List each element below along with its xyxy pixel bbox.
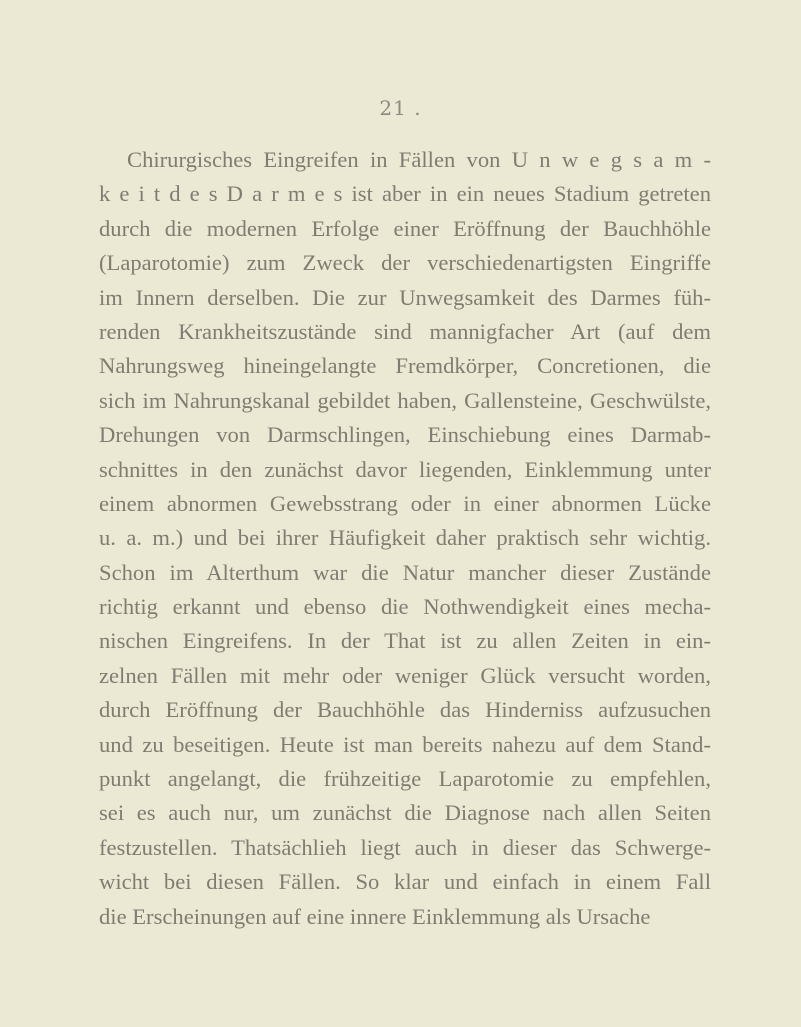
text-line: Chirurgisches Eingreifen in Fällen von U n w e g s a m -	[127, 147, 711, 172]
text-line: zelnen Fällen mit mehr oder weniger Glück versucht worden,	[99, 662, 711, 688]
text-line: die Erscheinungen auf eine innere Einklemmung als Ursache	[99, 903, 651, 929]
text-line: k e i t d e s D a r m e s ist aber in ein neues Stadium getreten	[99, 181, 711, 207]
text-line: durch Eröffnung der Bauchhöhle das Hinderniss aufzusuchen	[99, 697, 711, 723]
text-line: wicht bei diesen Fällen. So klar und einfach in einem Fall	[99, 869, 711, 895]
text-line: durch die modernen Erfolge einer Eröffnung der Bauchhöhle	[99, 215, 711, 241]
body-text	[99, 143, 711, 934]
text-line: nischen Eingreifens. In der That ist zu allen Zeiten in ein-	[99, 628, 711, 654]
text-line: Nahrungsweg hineingelangte Fremdkörper, Concretionen, die	[99, 353, 711, 379]
text-line: punkt angelangt, die frühzeitige Laparotomie zu empfehlen,	[99, 766, 711, 792]
text-line: Schon im Alterthum war die Natur mancher dieser Zustände	[99, 559, 711, 585]
text-line: (Laparotomie) zum Zweck der verschiedenartigsten Eingriffe	[99, 250, 711, 276]
text-line: einem abnormen Gewebsstrang oder in einer abnormen Lücke	[99, 490, 711, 516]
page-number: 21 .	[379, 96, 422, 120]
text-line: renden Krankheitszustände sind mannigfacher Art (auf dem	[99, 318, 711, 344]
text-line: sich im Nahrungskanal gebildet haben, Gallensteine, Geschwülste,	[99, 387, 711, 413]
text-line: und zu beseitigen. Heute ist man bereits nahezu auf dem Stand-	[99, 731, 711, 757]
text-line: festzustellen. Thatsächlieh liegt auch in dieser das Schwerge-	[99, 834, 711, 860]
text-line: schnittes in den zunächst davor liegenden, Einklemmung unter	[99, 456, 711, 482]
text-line: Drehungen von Darmschlingen, Einschiebung eines Darmab-	[99, 422, 711, 448]
text-line: sei es auch nur, um zunächst die Diagnose nach allen Seiten	[99, 800, 711, 826]
text-line: u. a. m.) und bei ihrer Häufigkeit daher praktisch sehr wichtig.	[99, 525, 711, 551]
text-line: im Innern derselben. Die zur Unwegsamkeit des Darmes füh-	[99, 284, 711, 310]
text-line: richtig erkannt und ebenso die Nothwendigkeit eines mecha-	[99, 594, 711, 620]
